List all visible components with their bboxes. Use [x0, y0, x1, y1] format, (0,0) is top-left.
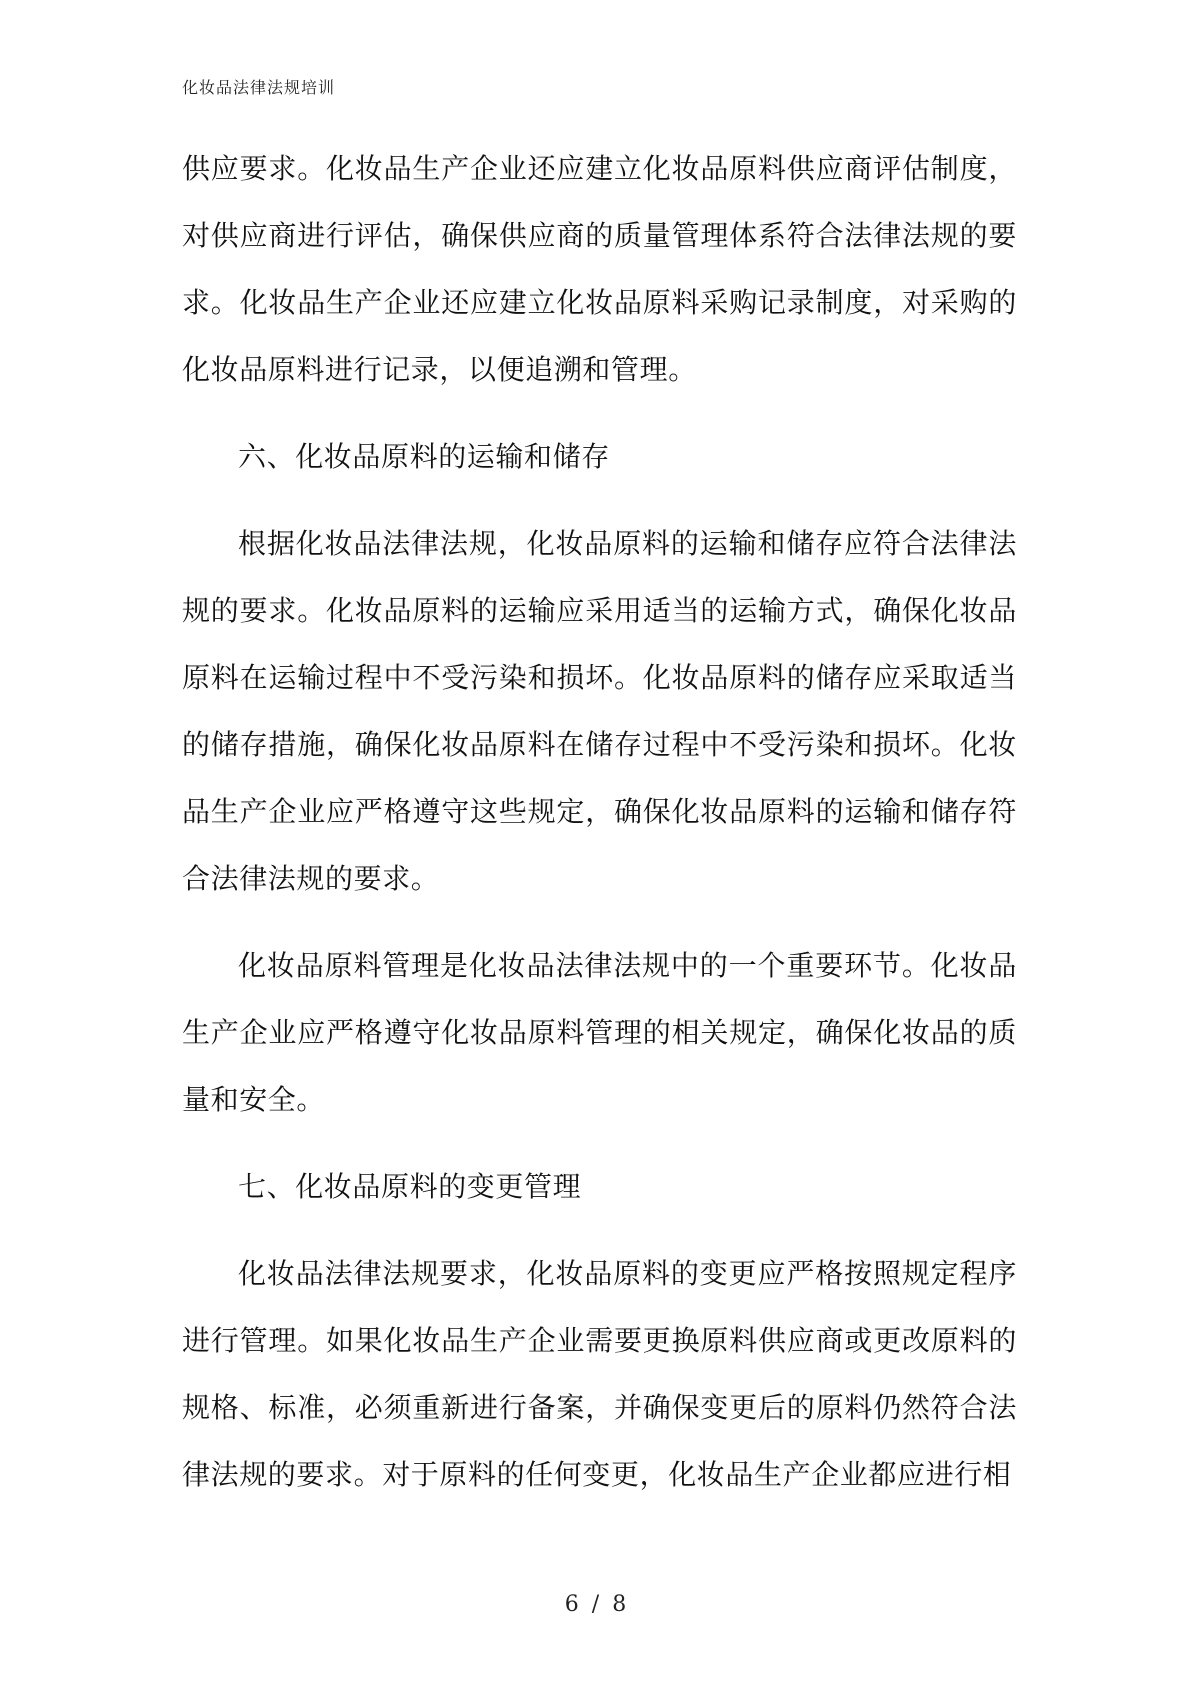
paragraph-change-management: 化妆品法律法规要求，化妆品原料的变更应严格按照规定程序进行管理。如果化妆品生产企业需要更换原料供应商或更改原料的规格、标准，必须重新进行备案，并确保变更后的原料仍然符合法律法规的要求。对于原料的任何变更，化妆品生产企业都应进行相 [182, 1257, 1017, 1491]
page-number: 6 / 8 [564, 1592, 627, 1617]
paragraph-transport-storage: 根据化妆品法律法规，化妆品原料的运输和储存应符合法律法规的要求。化妆品原料的运输应采用适当的运输方式，确保化妆品原料在运输过程中不受污染和损坏。化妆品原料的储存应采取适当的储存措施，确保化妆品原料在储存过程中不受污染和损坏。化妆品生产企业应严格遵守这些规定，确保化妆品原料的运输和储存符合法律法规的要求。 [182, 527, 1017, 895]
paragraph-raw-material-management: 化妆品原料管理是化妆品法律法规中的一个重要环节。化妆品生产企业应严格遵守化妆品原料管理的相关规定，确保化妆品的质量和安全。 [182, 949, 1017, 1116]
paragraph-supplier-requirements: 供应要求。化妆品生产企业还应建立化妆品原料供应商评估制度，对供应商进行评估，确保供应商的质量管理体系符合法律法规的要求。化妆品生产企业还应建立化妆品原料采购记录制度，对采购的化妆品原料进行记录，以便追溯和管理。 [182, 152, 1017, 386]
section-heading-transport-storage: 六、化妆品原料的运输和储存 [238, 440, 610, 473]
running-header: 化妆品法律法规培训 [182, 78, 336, 97]
document-body [182, 135, 1017, 1508]
section-heading-change-management: 七、化妆品原料的变更管理 [238, 1170, 582, 1203]
